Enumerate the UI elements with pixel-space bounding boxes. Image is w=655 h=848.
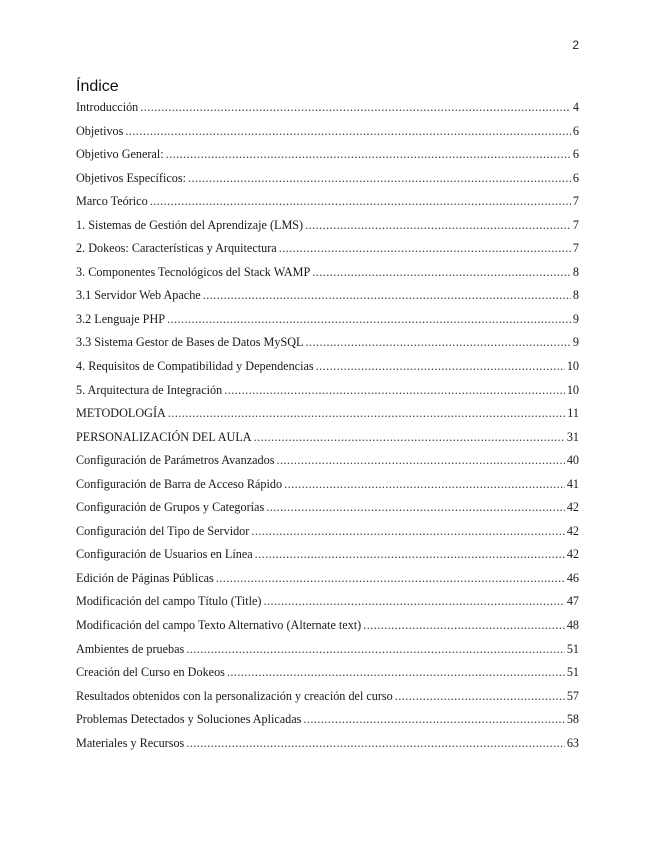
toc-entry-text[interactable]: Problemas Detectados y Soluciones Aplicadas: [76, 712, 302, 727]
toc-entry-text[interactable]: Configuración de Grupos y Categorías: [76, 500, 265, 515]
toc-list: [76, 96, 579, 755]
toc-entry-page: 6: [572, 170, 579, 185]
toc-dot-leader: [284, 473, 565, 497]
toc-entry-page: 40: [566, 453, 579, 468]
toc-dot-leader: [395, 685, 565, 709]
toc-entry-page: 48: [566, 618, 579, 633]
toc-entry-text[interactable]: Resultados obtenidos con la personalización y creación del curso: [76, 688, 393, 703]
toc-dot-leader: [227, 661, 565, 685]
toc-dot-leader: [224, 379, 565, 403]
toc-entry[interactable]: [76, 638, 579, 662]
toc-entry[interactable]: [76, 520, 579, 544]
toc-entry-text[interactable]: Objetivos Específicos:: [76, 170, 187, 185]
toc-entry-page: 42: [566, 500, 579, 515]
toc-entry-text[interactable]: Edición de Páginas Públicas: [76, 570, 214, 585]
toc-entry-page: 7: [572, 194, 579, 209]
toc-dot-leader: [276, 449, 564, 473]
toc-entry-page: 41: [566, 476, 579, 491]
toc-entry-page: 7: [572, 217, 579, 232]
toc-entry[interactable]: [76, 614, 579, 638]
toc-entry-page: 4: [572, 100, 579, 114]
toc-dot-leader: [186, 732, 565, 756]
toc-entry[interactable]: [76, 590, 579, 614]
toc-entry-page: 9: [572, 335, 579, 350]
toc-entry-text[interactable]: Configuración del Tipo de Servidor: [76, 523, 250, 538]
toc-dot-leader: [305, 214, 571, 238]
toc-entry-text[interactable]: 2. Dokeos: Características y Arquitectura: [76, 241, 277, 256]
toc-entry[interactable]: [76, 661, 579, 685]
toc-entry[interactable]: [76, 284, 579, 308]
toc-entry[interactable]: [76, 120, 579, 144]
toc-dot-leader: [312, 261, 571, 285]
toc-dot-leader: [266, 496, 565, 520]
toc-dot-leader: [203, 284, 571, 308]
toc-entry-text[interactable]: Introducción: [76, 100, 139, 114]
toc-dot-leader: [264, 590, 565, 614]
toc-entry-text[interactable]: Objetivo General:: [76, 147, 164, 162]
toc-entry-page: 42: [566, 547, 579, 562]
toc-entry[interactable]: [76, 685, 579, 709]
toc-entry-text[interactable]: Configuración de Parámetros Avanzados: [76, 453, 275, 468]
toc-entry-page: 51: [566, 641, 579, 656]
toc-entry-text[interactable]: Ambientes de pruebas: [76, 641, 185, 656]
toc-entry[interactable]: [76, 426, 579, 450]
toc-entry-text[interactable]: 3.3 Sistema Gestor de Bases de Datos MySQL: [76, 335, 304, 350]
toc-entry-text[interactable]: Configuración de Usuarios en Línea: [76, 547, 253, 562]
toc-dot-leader: [188, 167, 571, 191]
toc-entry-page: 6: [572, 123, 579, 138]
toc-dot-leader: [125, 120, 571, 144]
toc-entry-page: 10: [566, 359, 579, 374]
toc-entry[interactable]: [76, 732, 579, 756]
toc-entry[interactable]: [76, 355, 579, 379]
toc-entry[interactable]: [76, 143, 579, 167]
toc-entry-page: 42: [566, 523, 579, 538]
toc-entry[interactable]: [76, 331, 579, 355]
toc-entry-text[interactable]: PERSONALIZACIÓN DEL AULA: [76, 429, 252, 444]
toc-entry-page: 47: [566, 594, 579, 609]
toc-entry[interactable]: [76, 402, 579, 426]
toc-dot-leader: [150, 190, 571, 214]
toc-dot-leader: [305, 331, 570, 355]
toc-entry[interactable]: [76, 543, 579, 567]
toc-entry-text[interactable]: Objetivos: [76, 123, 124, 138]
toc-entry-page: 8: [572, 288, 579, 303]
toc-entry-page: 57: [566, 688, 579, 703]
toc-entry-text[interactable]: 3. Componentes Tecnológicos del Stack WAMP: [76, 264, 311, 279]
toc-entry-text[interactable]: 3.1 Servidor Web Apache: [76, 288, 201, 303]
toc-entry[interactable]: [76, 167, 579, 191]
toc-dot-leader: [216, 567, 565, 591]
toc-title: Índice: [76, 78, 119, 95]
toc-entry-page: 10: [566, 382, 579, 397]
toc-entry[interactable]: [76, 261, 579, 285]
toc-entry-text[interactable]: 3.2 Lenguaje PHP: [76, 311, 166, 326]
toc-entry-page: 8: [572, 264, 579, 279]
toc-dot-leader: [255, 543, 565, 567]
toc-entry-page: 9: [572, 311, 579, 326]
toc-entry-text[interactable]: 5. Arquitectura de Integración: [76, 382, 223, 397]
toc-entry[interactable]: [76, 708, 579, 732]
toc-dot-leader: [316, 355, 565, 379]
toc-entry-page: 7: [572, 241, 579, 256]
toc-entry[interactable]: [76, 237, 579, 261]
toc-dot-leader: [167, 308, 571, 332]
page-number: 2: [572, 38, 579, 52]
toc-dot-leader: [254, 426, 565, 450]
toc-dot-leader: [166, 143, 571, 167]
toc-entry[interactable]: [76, 190, 579, 214]
toc-entry[interactable]: [76, 449, 579, 473]
toc-entry-text[interactable]: Modificación del campo Texto Alternativo (Alternate text): [76, 618, 362, 633]
toc-entry-page: 11: [567, 406, 579, 421]
toc-entry[interactable]: [76, 214, 579, 238]
toc-entry-text[interactable]: Materiales y Recursos: [76, 735, 185, 750]
toc-entry-page: 6: [572, 147, 579, 162]
toc-entry-page: 51: [566, 665, 579, 680]
toc-entry-text[interactable]: 1. Sistemas de Gestión del Aprendizaje (LMS): [76, 217, 304, 232]
toc-entry-text[interactable]: Creación del Curso en Dokeos: [76, 665, 225, 680]
toc-dot-leader: [140, 96, 571, 120]
toc-entry-text[interactable]: Configuración de Barra de Acceso Rápido: [76, 476, 283, 491]
toc-dot-leader: [363, 614, 565, 638]
toc-entry[interactable]: [76, 496, 579, 520]
toc-entry[interactable]: [76, 379, 579, 403]
toc-dot-leader: [303, 708, 564, 732]
toc-entry-text[interactable]: METODOLOGÍA: [76, 406, 166, 421]
toc-entry[interactable]: [76, 96, 579, 120]
toc-dot-leader: [186, 638, 565, 662]
toc-entry-page: 63: [566, 735, 579, 750]
toc-entry-page: 31: [566, 429, 579, 444]
toc-entry[interactable]: [76, 567, 579, 591]
toc-dot-leader: [251, 520, 564, 544]
toc-dot-leader: [168, 402, 565, 426]
toc-entry-text[interactable]: Marco Teórico: [76, 194, 148, 209]
toc-entry-text[interactable]: 4. Requisitos de Compatibilidad y Dependencias: [76, 359, 314, 374]
toc-entry[interactable]: [76, 473, 579, 497]
toc-entry[interactable]: [76, 308, 579, 332]
toc-dot-leader: [279, 237, 571, 261]
toc-entry-text[interactable]: Modificación del campo Título (Title): [76, 594, 262, 609]
toc-entry-page: 46: [566, 570, 579, 585]
toc-entry-page: 58: [566, 712, 579, 727]
